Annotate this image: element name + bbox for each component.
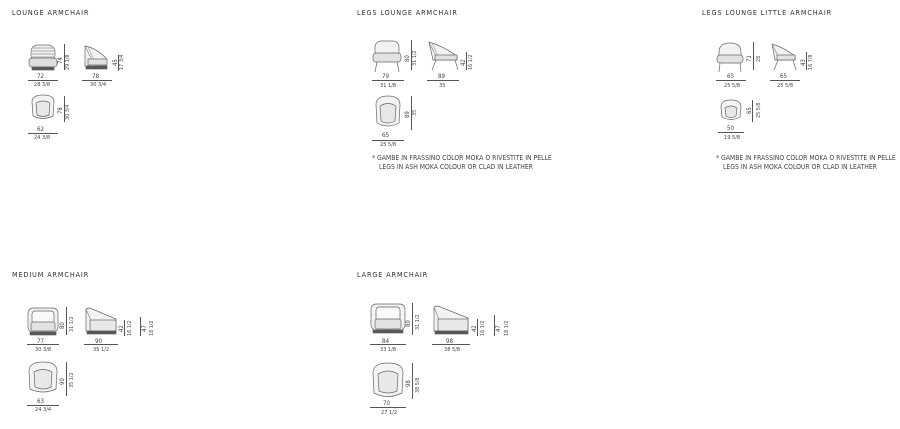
top-width-inches: 24 3/8: [34, 135, 51, 141]
top-depth-inches: 35 1/2: [69, 372, 75, 388]
front-height-cm: 80: [404, 55, 411, 62]
top-depth-inches: 38 5/8: [415, 377, 421, 393]
section-title: LEGS LOUNGE LITTLE ARMCHAIR: [702, 8, 833, 17]
top-width-inches: 19 5/8: [724, 135, 741, 141]
arm-height-inches: 18 1/2: [149, 320, 155, 336]
note-italian: * GAMBE IN FRASSINO COLOR MOKA O RIVESTITE IN PELLE: [716, 154, 896, 162]
legs-material-note: [716, 154, 896, 172]
front-width-cm: 72: [37, 73, 45, 80]
side-depth-inches: 35 1/2: [93, 347, 110, 353]
seat-height-cm: 42: [460, 59, 467, 66]
front-height-inches: 29 1/8: [65, 54, 71, 70]
side-depth-inches: 35: [439, 83, 446, 89]
arm-height-cm: 47: [141, 325, 148, 332]
side-depth-inches: 30 3/4: [90, 82, 107, 88]
side-depth-cm: 65: [780, 73, 788, 80]
side-depth-cm: 90: [95, 338, 103, 345]
front-width-cm: 79: [382, 73, 390, 80]
seat-height-cm: 42: [471, 325, 478, 332]
front-width-inches: 30 3/8: [35, 347, 52, 353]
front-width-inches: 31 1/8: [380, 83, 397, 89]
front-height-inches: 31 1/2: [69, 316, 75, 332]
section-large-armchair: [0, 215, 700, 429]
section-title: MEDIUM ARMCHAIR: [12, 270, 90, 279]
top-width-cm: 65: [382, 132, 390, 139]
front-height-inches: 31 1/2: [412, 50, 418, 66]
note-english: LEGS IN ASH MOKA COLOUR OR CLAD IN LEATHER: [379, 163, 533, 172]
top-depth-cm: 98: [405, 380, 412, 387]
top-width-cm: 62: [37, 126, 45, 133]
top-depth-inches: 25 5/8: [756, 102, 762, 118]
front-height-cm: 71: [746, 55, 753, 62]
seat-height-inches: 16 1/2: [480, 320, 486, 336]
front-height-cm: 74: [57, 57, 64, 64]
side-depth-inches: 38 5/8: [444, 347, 461, 353]
top-depth-cm: 89: [404, 111, 411, 118]
section-title: LEGS LOUNGE ARMCHAIR: [357, 8, 458, 17]
top-depth-inches: 30 3/4: [65, 104, 71, 120]
front-width-cm: 84: [382, 338, 390, 345]
side-depth-inches: 25 5/8: [777, 83, 794, 89]
top-width-inches: 24 3/4: [35, 407, 52, 413]
seat-height-inches: 16 1/2: [127, 320, 133, 336]
seat-height-cm: 45: [112, 59, 119, 66]
front-height-cm: 80: [59, 322, 66, 329]
front-width-inches: 28 3/8: [34, 82, 51, 88]
front-width-inches: 25 5/8: [724, 83, 741, 89]
top-width-inches: 27 1/2: [381, 410, 398, 416]
note-italian: * GAMBE IN FRASSINO COLOR MOKA O RIVESTITE IN PELLE: [372, 154, 552, 162]
seat-height-inches: 16 1/2: [468, 54, 474, 70]
front-width-cm: 77: [37, 338, 45, 345]
top-width-cm: 70: [383, 400, 391, 407]
top-depth-cm: 90: [59, 378, 66, 385]
side-depth-cm: 98: [446, 338, 454, 345]
seat-height-inches: 16 7/8: [808, 54, 814, 70]
front-height-cm: 80: [405, 320, 412, 327]
front-width-inches: 33 1/8: [380, 347, 397, 353]
front-width-cm: 65: [727, 73, 735, 80]
top-depth-cm: 65: [746, 107, 753, 114]
front-height-inches: 28: [756, 55, 762, 62]
note-english: LEGS IN ASH MOKA COLOUR OR CLAD IN LEATHER: [723, 163, 877, 172]
arm-height-cm: 47: [495, 325, 502, 332]
top-width-cm: 63: [37, 398, 45, 405]
seat-height-inches: 17 3/4: [119, 54, 125, 70]
top-width-cm: 50: [727, 125, 735, 132]
top-depth-inches: 35: [412, 109, 418, 116]
side-depth-cm: 89: [438, 73, 446, 80]
section-title: LOUNGE ARMCHAIR: [12, 8, 90, 17]
top-depth-cm: 78: [57, 107, 64, 114]
top-width-inches: 25 5/8: [380, 142, 397, 148]
seat-height-cm: 42: [118, 325, 125, 332]
seat-height-cm: 43: [800, 59, 807, 66]
arm-height-inches: 18 1/2: [504, 320, 510, 336]
side-depth-cm: 78: [92, 73, 100, 80]
front-height-inches: 31 1/2: [415, 314, 421, 330]
section-title: LARGE ARMCHAIR: [357, 270, 429, 279]
